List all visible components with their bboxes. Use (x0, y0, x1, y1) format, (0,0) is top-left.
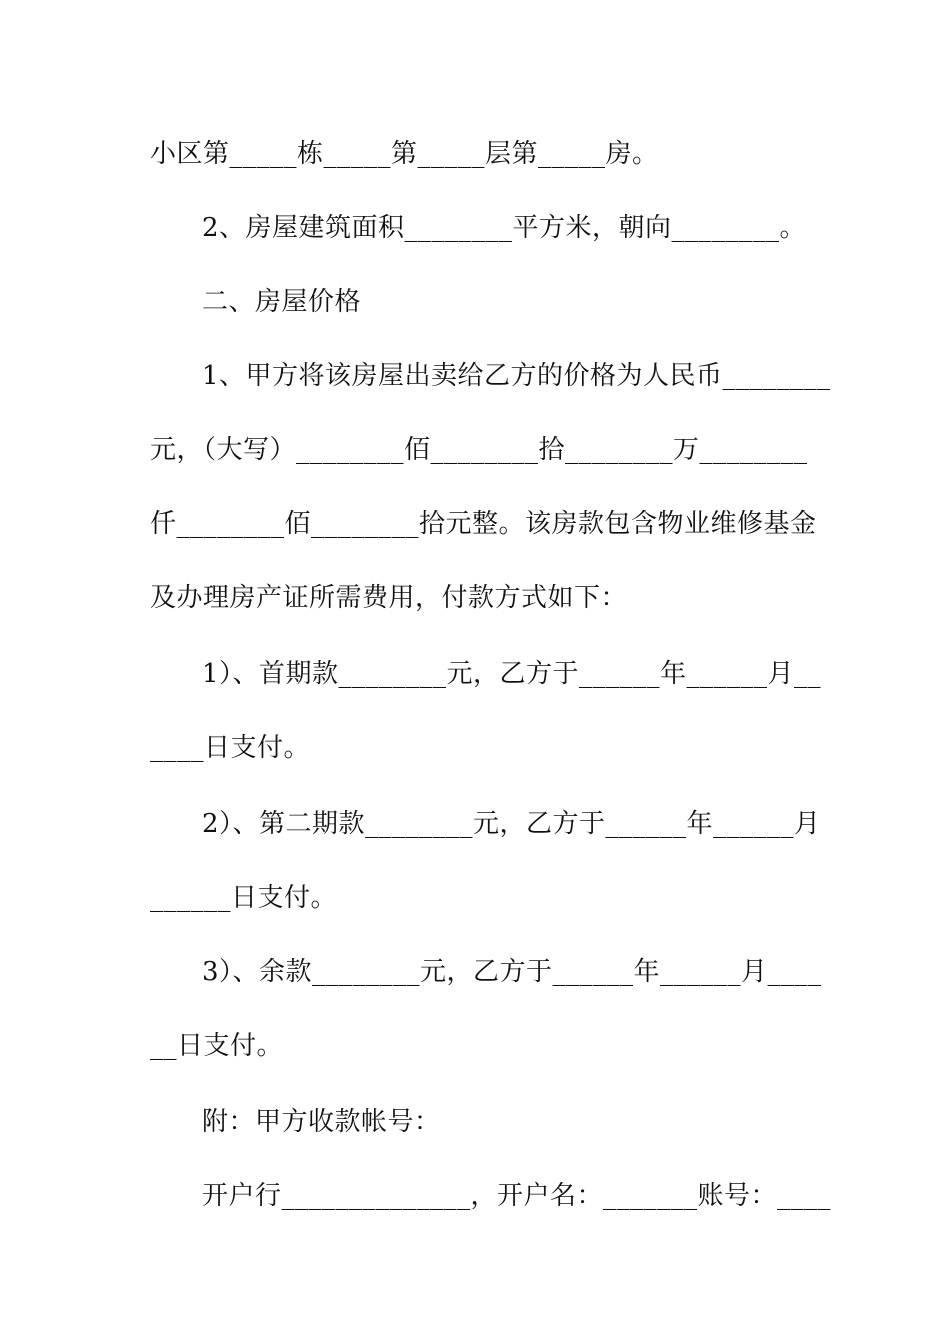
line-first-payment-cont: ____日支付。 (150, 733, 311, 763)
line-property-location: 小区第_____栋_____第_____层第_____房。 (150, 139, 659, 169)
line-account-heading: 附：甲方收款帐号： (202, 1107, 441, 1137)
line-balance-payment-cont: __日支付。 (150, 1031, 284, 1061)
line-second-payment: 2）、第二期款________元，乙方于______年______月 (202, 809, 821, 839)
line-first-payment: 1）、首期款________元，乙方于______年______月__ (202, 659, 822, 689)
section-heading-price: 二、房屋价格 (202, 287, 362, 317)
line-price-uppercase: 元，（大写）________佰________拾________万________ (150, 435, 808, 465)
line-payment-method: 及办理房产证所需费用，付款方式如下： (150, 583, 628, 613)
line-bank-details: 开户行______________，开户名：_______账号：____ (202, 1181, 832, 1211)
line-second-payment-cont: ______日支付。 (150, 883, 338, 913)
line-balance-payment: 3）、余款________元，乙方于______年______月____ (202, 957, 822, 987)
line-building-area: 2、房屋建筑面积________平方米，朝向________。 (202, 213, 807, 243)
line-price-uppercase-cont: 仟________佰________拾元整。该房款包含物业维修基金 (150, 509, 817, 539)
line-price-clause: 1、甲方将该房屋出卖给乙方的价格为人民币________ (202, 361, 831, 391)
